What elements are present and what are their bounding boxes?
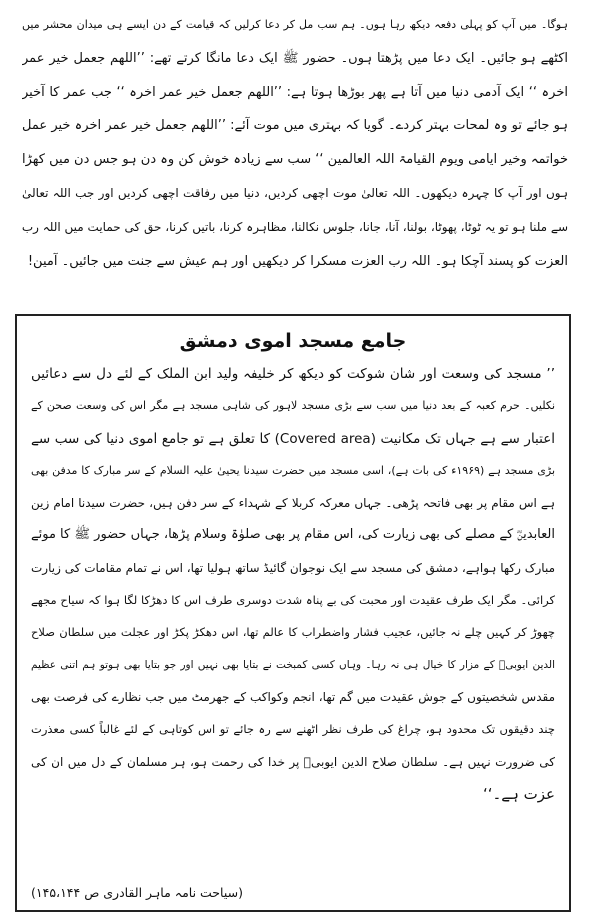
quote-line: نکلیں۔ حرم کعبہ کے بعد دنیا میں سب سے بڑی مسجد لاہور کی شاہی مسجد ہے مگر اس کی وسعت صحن کے (31, 399, 555, 413)
quote-line: عزت ہے۔‘‘ (482, 784, 555, 803)
box-title: جامع مسجد اموی دمشق (179, 330, 407, 352)
quote-line: العابدینؓ کے مصلے کی بھی زیارت کی، اس مقام پر بھی صلوٰۃ وسلام پڑھا، جہاں حضور ﷺ کا موئے (31, 527, 555, 543)
text-line: ہو جائے تو وہ لمحات بہتر کردے۔ گویا کہ بہتری میں موت آئے: ’’اللھم جعمل خیر عمر اخرہ خیر عمل (22, 118, 568, 134)
text-line: ہوں اور آپ کا چہرہ دیکھوں۔ اللہ تعالیٰ موت اچھی کردیں، دنیا میں رفاقت اچھی کردیں اور جب اللہ تعالیٰ (22, 185, 568, 200)
text-line: سے ملنا ہو تو یہ ٹوٹا، پھوٹا، بولنا، آنا، جانا، جلوس نکالنا، مظاہرہ کرنا، باتیں کرنا، حق کی حمایت میں اللہ رب (22, 219, 568, 234)
quote-line: چند دقیقوں تک محدود ہو، چراغ کی طرف نظر اٹھنے سے رہ جائے تو اس کوتاہی کے لئے غالباً کسی معذرت (31, 722, 555, 737)
text-line: خواتمہ وخیر ایامی ویوم القیامۃ اللہ العالمین ‘‘ سب سے زیادہ خوش کن وہ دن ہو جس دن میں کھڑا (22, 152, 568, 168)
quote-line: چھوڑ کر کہیں چلے نہ جائیں، عجیب فشار واضطراب کا عالم تھا، اس دھکڑ پکڑ اور عجلت میں سلطان صلاح (31, 625, 555, 640)
quote-line: مبارک رکھا ہواہے، دمشق کی مسجد سے ایک نوجوان گائیڈ ساتھ ہولیا تھا، اس نے تمام مقامات کی زیارت (31, 560, 555, 575)
intro-paragraph (22, 8, 568, 308)
quote-line: کی ضرورت نہیں ہے۔ سلطان صلاح الدین ایوبیؒ پر خدا کی رحمت ہو، ہر مسلمان کے دل میں ان کی (31, 754, 555, 769)
quote-box (15, 314, 571, 912)
text-line: ہوگا۔ میں آپ کو پہلی دفعہ دیکھ رہا ہوں۔ ہم سب مل کر دعا کرلیں کہ قیامت کے دن ایسے ہی میدان محشر میں (22, 18, 568, 31)
text-line: اخرہ ‘‘ ایک آدمی دنیا میں آتا ہے پھر بوڑھا ہوتا ہے: ’’اللھم جعمل خیر عمر اخرہ ‘‘ جب عمر کا آخیر (22, 84, 568, 100)
quote-line: مقدس شخصیتوں کے جوش عقیدت میں گم تھا، انجم وکواکب کے جھرمٹ میں جب نظارے کی فرصت بھی (31, 689, 555, 704)
text-line: اکٹھے ہو جائیں۔ ایک دعا میں پڑھتا ہوں۔ حضور ﷺ ایک دعا مانگا کرتے تھے: ’’اللھم جعمل خیر عمر (22, 50, 568, 66)
quote-line: ’’ مسجد کی وسعت اور شان شوکت کو دیکھ کر خلیفہ ولید ابن الملک کے لئے دل سے دعائیں (31, 366, 555, 382)
box-body (31, 358, 555, 810)
quote-line: اعتبار سے ہے جہاں تک مکانیت (Covered area) کا تعلق ہے تو جامع اموی دنیا کی سب سے (31, 430, 555, 447)
text-line: العزت کو پسند آچکا ہو۔ اللہ رب العزت مسکرا کر دیکھیں اور ہم عیش سے جنت میں جائیں۔ آمین! (27, 253, 568, 269)
quote-line: کرائی۔ مگر ایک طرف عقیدت اور محبت کی بے پناہ شدت دوسری طرف اس کا دھڑکا لگا ہوا کہ سیاح مجھے (31, 593, 555, 608)
quote-line: ہے اس مقام پر بھی فاتحہ پڑھی۔ جہاں معرکہ کربلا کے شہداء کے سر دفن ہیں، حضرت سیدنا امام زین (31, 496, 555, 511)
quote-line: بڑی مسجد ہے (۱۹۶۹ء کی بات ہے)، اسی مسجد میں حضرت سیدنا یحییٰ علیہ السلام کے سر مبارک کا مدفن بھی (31, 463, 555, 477)
quote-line: الدین ایوبیؒ کے مزار کا خیال ہی نہ رہا۔ وہاں کسی کمبخت نے بتایا بھی نہیں اور جو بتایا بھی ہوتو ہم اتنی عظیم (31, 658, 555, 671)
citation: (سیاحت نامہ ماہر القادری ص ۱۴۵،۱۴۴) (31, 885, 243, 900)
